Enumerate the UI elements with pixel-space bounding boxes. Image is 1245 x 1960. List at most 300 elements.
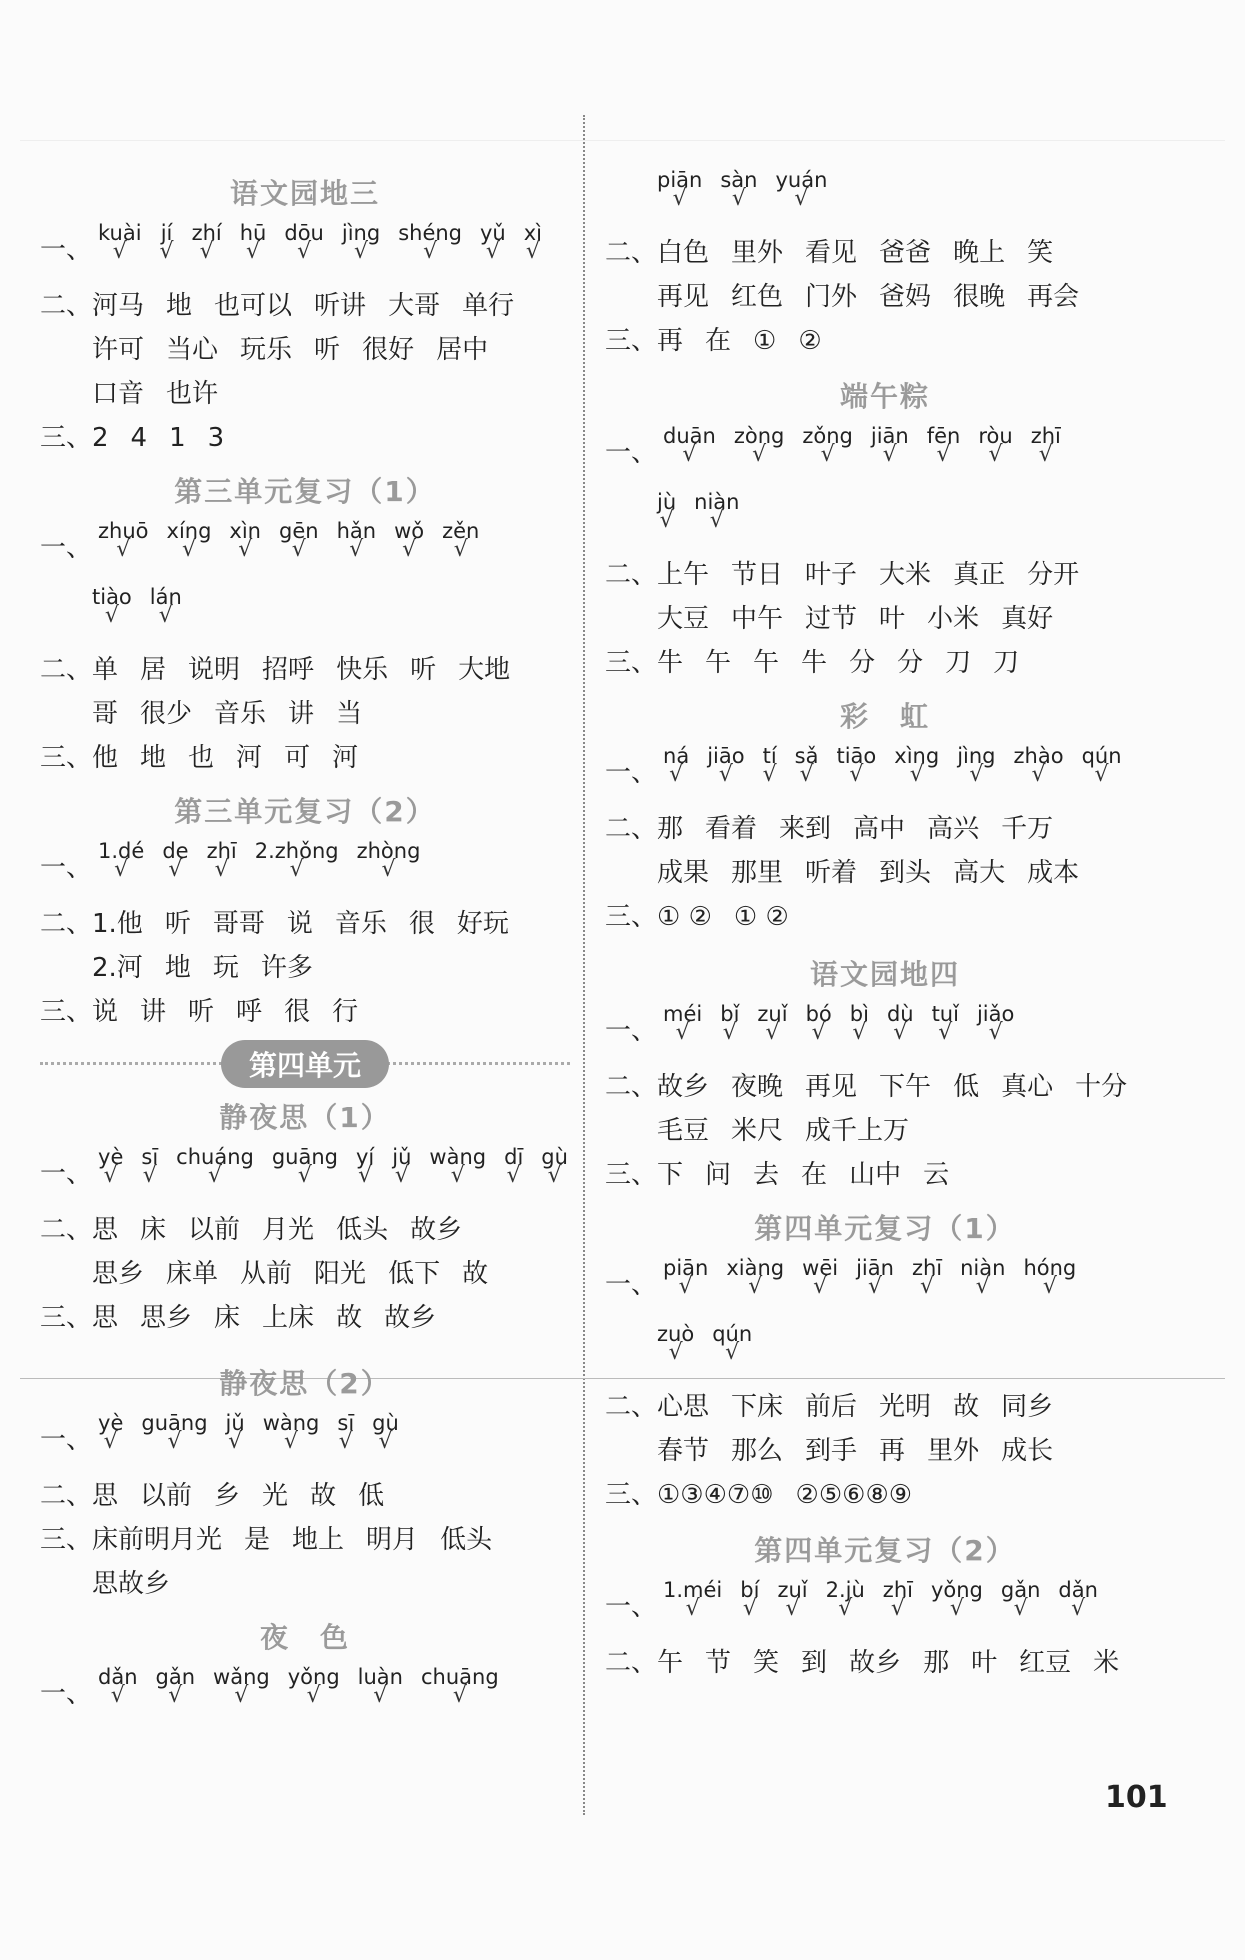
answer-word: 月光 bbox=[262, 1215, 315, 1245]
answer-word: 可 bbox=[284, 743, 311, 773]
pinyin-text: zhī bbox=[882, 1578, 913, 1602]
answer-word: 光明 bbox=[879, 1392, 932, 1422]
checkmark-icon: √ bbox=[909, 762, 924, 787]
checkmark-icon: √ bbox=[103, 1163, 118, 1188]
answer-word: 以前 bbox=[140, 1481, 193, 1511]
section-continued bbox=[605, 165, 1165, 363]
pinyin-answer bbox=[802, 421, 853, 467]
pinyin-text: tiāo bbox=[836, 744, 877, 768]
answer-word: 乡 bbox=[214, 1481, 241, 1511]
pinyin-text: yǔ bbox=[480, 221, 506, 245]
pinyin-answer bbox=[254, 836, 339, 882]
answer-word: 也可以 bbox=[214, 291, 293, 321]
pinyin-text: yǒng bbox=[287, 1665, 340, 1689]
word-row bbox=[40, 990, 570, 1034]
answer-word: 成长 bbox=[1001, 1436, 1054, 1466]
pinyin-text: zòng bbox=[733, 424, 785, 448]
answer-word: 到 bbox=[801, 1648, 828, 1678]
pinyin-text: kuài bbox=[98, 221, 142, 245]
pinyin-text: duān bbox=[663, 424, 716, 448]
checkmark-icon: √ bbox=[297, 239, 312, 264]
checkmark-icon: √ bbox=[104, 603, 119, 628]
pinyin-text: bó bbox=[805, 1002, 832, 1026]
word-row bbox=[40, 648, 570, 692]
answer-word: 居 bbox=[140, 655, 167, 685]
section-title: 第四单元复习（2） bbox=[754, 1534, 1016, 1567]
pinyin-text: zhī bbox=[1030, 424, 1061, 448]
answer-word: 那 bbox=[923, 1648, 950, 1678]
answer-word: 故 bbox=[953, 1392, 980, 1422]
answer-word: 叶子 bbox=[805, 560, 858, 590]
pinyin-text: xíng bbox=[166, 519, 212, 543]
pinyin-answer bbox=[155, 1662, 196, 1708]
answer-word: 红豆 bbox=[1019, 1648, 1072, 1678]
answer-word: 十分 bbox=[1075, 1072, 1128, 1102]
item-label: 一、 bbox=[40, 1679, 93, 1709]
checkmark-icon: √ bbox=[338, 1429, 353, 1454]
answer-word: 快乐 bbox=[336, 655, 389, 685]
answer-word: 二、故乡 bbox=[605, 1072, 710, 1102]
checkmark-icon: √ bbox=[890, 1596, 905, 1621]
answer-word: 好玩 bbox=[456, 909, 509, 939]
pinyin-text: bí bbox=[740, 1578, 760, 1602]
pinyin-answer bbox=[98, 836, 145, 882]
checkmark-icon: √ bbox=[785, 1596, 800, 1621]
answer-word: 光 bbox=[262, 1481, 289, 1511]
answer-word: 故 bbox=[462, 1259, 489, 1289]
answer-word: 真好 bbox=[1001, 604, 1054, 634]
checkmark-icon: √ bbox=[811, 1020, 826, 1045]
pinyin-answer bbox=[794, 741, 819, 787]
pinyin-text: yuán bbox=[775, 168, 828, 192]
word-row bbox=[40, 328, 570, 372]
pinyin-answer bbox=[894, 741, 940, 787]
pinyin-answer bbox=[357, 1662, 403, 1708]
answer-word: 再会 bbox=[1027, 282, 1080, 312]
checkmark-icon: √ bbox=[682, 442, 697, 467]
section-yuwen-yuandi-4 bbox=[605, 951, 1165, 1197]
word-row bbox=[605, 641, 1165, 685]
item-label: 一、 bbox=[605, 438, 658, 468]
pinyin-answer bbox=[159, 218, 174, 264]
word-row bbox=[40, 1562, 570, 1606]
answer-word: 去 bbox=[753, 1160, 780, 1190]
unit-banner-label: 第四单元 bbox=[221, 1040, 389, 1088]
section-title: 静夜思（1） bbox=[219, 1101, 391, 1134]
checkmark-icon: √ bbox=[731, 186, 746, 211]
answer-word: 三、再 bbox=[605, 326, 684, 356]
top-rule bbox=[20, 140, 1225, 141]
pinyin-answer bbox=[712, 1319, 753, 1365]
pinyin-text: jìng bbox=[341, 221, 381, 245]
checkmark-icon: √ bbox=[748, 1274, 763, 1299]
pinyin-text: shéng bbox=[398, 221, 462, 245]
answer-word: 阳光 bbox=[314, 1259, 367, 1289]
pinyin-text: zhuō bbox=[98, 519, 149, 543]
answer-word: 招呼 bbox=[262, 655, 315, 685]
pinyin-text: xìn bbox=[229, 519, 261, 543]
answer-word: 看着 bbox=[705, 814, 758, 844]
checkmark-icon: √ bbox=[838, 1596, 853, 1621]
checkmark-icon: √ bbox=[234, 1683, 249, 1708]
checkmark-icon: √ bbox=[112, 239, 127, 264]
answer-word: 高大 bbox=[953, 858, 1006, 888]
pinyin-answer bbox=[707, 741, 745, 787]
answer-word: 牛 bbox=[801, 648, 828, 678]
pinyin-text: 1.dé bbox=[98, 839, 145, 863]
answer-word: 故乡 bbox=[410, 1215, 463, 1245]
pinyin-text: zuǐ bbox=[777, 1578, 808, 1602]
checkmark-icon: √ bbox=[199, 239, 214, 264]
pinyin-answer bbox=[356, 836, 421, 882]
pinyin-text: qún bbox=[712, 1322, 753, 1346]
item-label: 一、 bbox=[40, 1425, 93, 1455]
pinyin-row bbox=[605, 165, 1165, 231]
answer-word: 音乐 bbox=[334, 909, 387, 939]
answer-word: 高中 bbox=[853, 814, 906, 844]
item-label: 一、 bbox=[605, 1270, 658, 1300]
pinyin-answer bbox=[141, 1408, 208, 1454]
pinyin-answer bbox=[926, 421, 961, 467]
checkmark-icon: √ bbox=[820, 442, 835, 467]
section-caihong bbox=[605, 693, 1165, 939]
pinyin-answer bbox=[733, 421, 785, 467]
answer-word: 玩乐 bbox=[240, 335, 293, 365]
pinyin-text: gǎn bbox=[1000, 1578, 1041, 1602]
answer-word: 中午 bbox=[731, 604, 784, 634]
checkmark-icon: √ bbox=[525, 239, 540, 264]
section-title: 第三单元复习（1） bbox=[174, 475, 436, 508]
answer-word: 到手 bbox=[805, 1436, 858, 1466]
answer-word: ② bbox=[798, 326, 822, 356]
answer-word: 说明 bbox=[188, 655, 241, 685]
pinyin-text: guāng bbox=[141, 1411, 208, 1435]
checkmark-icon: √ bbox=[799, 762, 814, 787]
section-unit3-review-2 bbox=[40, 788, 570, 1034]
pinyin-row bbox=[40, 1408, 570, 1474]
section-title: 端午粽 bbox=[839, 380, 930, 413]
answer-word: 再见 bbox=[657, 282, 710, 312]
item-label: 一、 bbox=[605, 1592, 658, 1622]
pinyin-answer bbox=[176, 1142, 254, 1188]
answer-word: 地 bbox=[164, 953, 191, 983]
pinyin-text: dǎn bbox=[98, 1665, 138, 1689]
answer-word: 二、上午 bbox=[605, 560, 710, 590]
pinyin-text: bǐ bbox=[720, 1002, 740, 1026]
pinyin-answer bbox=[206, 836, 237, 882]
answer-word: 二、思 bbox=[40, 1481, 119, 1511]
answer-word: 地 bbox=[166, 291, 193, 321]
checkmark-icon: √ bbox=[485, 239, 500, 264]
answer-word: 再见 bbox=[805, 1072, 858, 1102]
pinyin-answer bbox=[802, 1253, 839, 1299]
pinyin-answer bbox=[775, 165, 828, 211]
answer-word: 玩 bbox=[212, 953, 239, 983]
item-label: 一、 bbox=[605, 758, 658, 788]
pinyin-text: dù bbox=[886, 1002, 914, 1026]
answer-word: 里外 bbox=[731, 238, 784, 268]
pinyin-answer bbox=[420, 1662, 499, 1708]
answer-word: 真心 bbox=[1001, 1072, 1054, 1102]
pinyin-text: wǎng bbox=[213, 1665, 270, 1689]
answer-word: 大哥 bbox=[388, 291, 441, 321]
checkmark-icon: √ bbox=[936, 442, 951, 467]
section-title: 语文园地三 bbox=[229, 177, 380, 210]
checkmark-icon: √ bbox=[394, 1163, 409, 1188]
checkmark-icon: √ bbox=[159, 239, 174, 264]
answer-word: 低下 bbox=[388, 1259, 441, 1289]
answer-word: 故 bbox=[310, 1481, 337, 1511]
pinyin-text: qún bbox=[1081, 744, 1122, 768]
answer-word: 三、牛 bbox=[605, 648, 684, 678]
pinyin-text: jǔ bbox=[225, 1411, 245, 1435]
answer-word: 再 bbox=[879, 1436, 906, 1466]
pinyin-answer bbox=[870, 421, 909, 467]
pinyin-answer bbox=[1000, 1575, 1041, 1621]
pinyin-answer bbox=[98, 1408, 124, 1454]
checkmark-icon: √ bbox=[669, 762, 684, 787]
answer-word: 爸妈 bbox=[879, 282, 932, 312]
checkmark-icon: √ bbox=[813, 1274, 828, 1299]
checkmark-icon: √ bbox=[142, 1163, 157, 1188]
checkmark-icon: √ bbox=[207, 1163, 223, 1188]
answer-word: ②⑤⑥⑧⑨ bbox=[795, 1480, 913, 1510]
pinyin-text: niàn bbox=[694, 490, 740, 514]
pinyin-text: tiào bbox=[92, 585, 132, 609]
pinyin-text: méi bbox=[663, 1002, 703, 1026]
pinyin-answer bbox=[1023, 1253, 1077, 1299]
pinyin-row bbox=[605, 1575, 1165, 1641]
answer-word: 低头 bbox=[440, 1525, 493, 1555]
pinyin-answer bbox=[663, 1253, 709, 1299]
checkmark-icon: √ bbox=[752, 442, 767, 467]
pinyin-row bbox=[40, 582, 570, 648]
answer-word: 成果 bbox=[657, 858, 710, 888]
section-unit4-review-2 bbox=[605, 1527, 1165, 1685]
pinyin-answer bbox=[805, 999, 832, 1045]
pinyin-text: xiàng bbox=[726, 1256, 785, 1280]
pinyin-text: gù bbox=[541, 1145, 568, 1169]
answer-word: 大米 bbox=[879, 560, 932, 590]
pinyin-answer bbox=[271, 1142, 338, 1188]
checkmark-icon: √ bbox=[969, 762, 984, 787]
pinyin-text: sǎ bbox=[794, 744, 819, 768]
answer-word: 三、思 bbox=[40, 1303, 119, 1333]
answer-word: 哥哥 bbox=[212, 909, 265, 939]
pinyin-text: fēn bbox=[926, 424, 961, 448]
answer-word: ① ② bbox=[733, 902, 789, 932]
pinyin-text: zhī bbox=[911, 1256, 943, 1280]
pinyin-row bbox=[605, 487, 1165, 553]
pinyin-text: dōu bbox=[284, 221, 324, 245]
checkmark-icon: √ bbox=[794, 186, 809, 211]
pinyin-answer bbox=[882, 1575, 913, 1621]
answer-word: 从前 bbox=[240, 1259, 293, 1289]
answer-word: 云 bbox=[923, 1160, 950, 1190]
answer-word: 午 bbox=[705, 648, 732, 678]
answer-word: 问 bbox=[705, 1160, 732, 1190]
section-duanwuzong bbox=[605, 373, 1165, 685]
right-column bbox=[605, 165, 1165, 1685]
answer-word: 三、床前明月光 bbox=[40, 1525, 223, 1555]
checkmark-icon: √ bbox=[893, 1020, 908, 1045]
pinyin-text: sī bbox=[337, 1411, 355, 1435]
pinyin-answer bbox=[92, 582, 132, 628]
answer-word: 看见 bbox=[805, 238, 858, 268]
answer-word: 听 bbox=[188, 997, 215, 1027]
answer-word: 听着 bbox=[805, 858, 858, 888]
pinyin-text: hóng bbox=[1023, 1256, 1077, 1280]
answer-word: 讲 bbox=[288, 699, 315, 729]
checkmark-icon: √ bbox=[975, 1274, 990, 1299]
pinyin-answer bbox=[149, 582, 182, 628]
word-row bbox=[605, 1473, 1165, 1517]
pinyin-answer bbox=[98, 1662, 138, 1708]
pinyin-text: 1.méi bbox=[663, 1578, 723, 1602]
pinyin-answer bbox=[978, 421, 1013, 467]
checkmark-icon: √ bbox=[167, 1429, 182, 1454]
pinyin-text: chuáng bbox=[176, 1145, 254, 1169]
answer-word: 里外 bbox=[927, 1436, 980, 1466]
checkmark-icon: √ bbox=[678, 1274, 693, 1299]
answer-word: 呼 bbox=[236, 997, 263, 1027]
answer-word: 4 bbox=[130, 423, 148, 453]
pinyin-text: gǎn bbox=[155, 1665, 196, 1689]
answer-word: 床 bbox=[140, 1215, 167, 1245]
word-row bbox=[40, 692, 570, 736]
checkmark-icon: √ bbox=[453, 537, 468, 562]
answer-word: 大豆 bbox=[657, 604, 710, 634]
answer-word: 成千上万 bbox=[805, 1116, 910, 1146]
pinyin-answer bbox=[657, 1319, 695, 1365]
item-label: 一、 bbox=[40, 853, 93, 883]
answer-word: 那里 bbox=[731, 858, 784, 888]
answer-word: 千万 bbox=[1001, 814, 1054, 844]
pinyin-row bbox=[605, 741, 1165, 807]
answer-word: 三、说 bbox=[40, 997, 119, 1027]
checkmark-icon: √ bbox=[284, 1429, 299, 1454]
pinyin-text: jiān bbox=[870, 424, 909, 448]
pinyin-text: zǒng bbox=[802, 424, 853, 448]
checkmark-icon: √ bbox=[659, 508, 674, 533]
checkmark-icon: √ bbox=[675, 1020, 690, 1045]
pinyin-text: yǒng bbox=[930, 1578, 983, 1602]
pinyin-answer bbox=[657, 487, 677, 533]
pinyin-answer bbox=[849, 999, 869, 1045]
pinyin-row bbox=[605, 421, 1165, 487]
checkmark-icon: √ bbox=[938, 1020, 953, 1045]
pinyin-answer bbox=[1081, 741, 1122, 787]
answer-word: 那么 bbox=[731, 1436, 784, 1466]
pinyin-text: de bbox=[162, 839, 189, 863]
item-label: 一、 bbox=[40, 235, 93, 265]
pinyin-text: niàn bbox=[960, 1256, 1006, 1280]
answer-word: 分 bbox=[897, 648, 924, 678]
answer-word: 爸爸 bbox=[879, 238, 932, 268]
pinyin-answer bbox=[262, 1408, 320, 1454]
word-row bbox=[40, 902, 570, 946]
answer-word: 许多 bbox=[260, 953, 313, 983]
answer-word: 山中 bbox=[849, 1160, 902, 1190]
pinyin-answer bbox=[480, 218, 506, 264]
checkmark-icon: √ bbox=[168, 1683, 183, 1708]
pinyin-answer bbox=[279, 516, 319, 562]
word-row bbox=[40, 372, 570, 416]
answer-word: 到头 bbox=[879, 858, 932, 888]
pinyin-text: 2.zhǒng bbox=[254, 839, 339, 863]
word-row bbox=[40, 1252, 570, 1296]
pinyin-row bbox=[605, 999, 1165, 1065]
answer-word: 分开 bbox=[1027, 560, 1080, 590]
pinyin-text: yè bbox=[98, 1145, 124, 1169]
pinyin-answer bbox=[398, 218, 462, 264]
pinyin-answer bbox=[931, 999, 959, 1045]
answer-word: 高兴 bbox=[927, 814, 980, 844]
checkmark-icon: √ bbox=[289, 857, 304, 882]
checkmark-icon: √ bbox=[668, 1340, 683, 1365]
answer-word: 低 bbox=[953, 1072, 980, 1102]
answer-word: 河 bbox=[236, 743, 263, 773]
answer-word: 二、心思 bbox=[605, 1392, 710, 1422]
pinyin-answer bbox=[191, 218, 222, 264]
word-row bbox=[605, 1385, 1165, 1429]
answer-word: 成本 bbox=[1027, 858, 1080, 888]
section-jingyesi-2 bbox=[40, 1360, 570, 1606]
word-row bbox=[40, 1474, 570, 1518]
answer-word: 低 bbox=[358, 1481, 385, 1511]
answer-word: 单行 bbox=[462, 291, 515, 321]
answer-word: ① bbox=[753, 326, 777, 356]
checkmark-icon: √ bbox=[103, 1429, 118, 1454]
answer-word: 来到 bbox=[779, 814, 832, 844]
word-row bbox=[605, 851, 1165, 895]
pinyin-text: 2.jù bbox=[825, 1578, 865, 1602]
word-row bbox=[40, 946, 570, 990]
pinyin-answer bbox=[341, 218, 381, 264]
pinyin-answer bbox=[663, 999, 703, 1045]
pinyin-answer bbox=[229, 516, 261, 562]
checkmark-icon: √ bbox=[718, 762, 733, 787]
pinyin-answer bbox=[740, 1575, 760, 1621]
pinyin-answer bbox=[337, 1408, 355, 1454]
checkmark-icon: √ bbox=[1031, 762, 1046, 787]
pinyin-text: yè bbox=[98, 1411, 124, 1435]
answer-word: 很 bbox=[408, 909, 435, 939]
answer-word: 地 bbox=[140, 743, 167, 773]
word-row bbox=[40, 284, 570, 328]
answer-word: 明月 bbox=[366, 1525, 419, 1555]
pinyin-answer bbox=[762, 741, 777, 787]
item-label: 一、 bbox=[40, 533, 93, 563]
pinyin-answer bbox=[1030, 421, 1061, 467]
answer-word: 二、思 bbox=[40, 1215, 119, 1245]
pinyin-text: sī bbox=[141, 1145, 159, 1169]
pinyin-answer bbox=[825, 1575, 865, 1621]
answer-word: 音乐 bbox=[214, 699, 267, 729]
answer-word: 思乡 bbox=[92, 1259, 145, 1289]
answer-word: 二、午 bbox=[605, 1648, 684, 1678]
checkmark-icon: √ bbox=[867, 1274, 883, 1299]
answer-word: 二、单 bbox=[40, 655, 119, 685]
word-row bbox=[605, 1065, 1165, 1109]
pinyin-row bbox=[40, 1662, 570, 1728]
pinyin-text: gù bbox=[372, 1411, 399, 1435]
checkmark-icon: √ bbox=[742, 1596, 757, 1621]
word-row bbox=[605, 807, 1165, 851]
word-row bbox=[605, 1429, 1165, 1473]
pinyin-text: jù bbox=[657, 490, 677, 514]
pinyin-text: wàng bbox=[429, 1145, 487, 1169]
